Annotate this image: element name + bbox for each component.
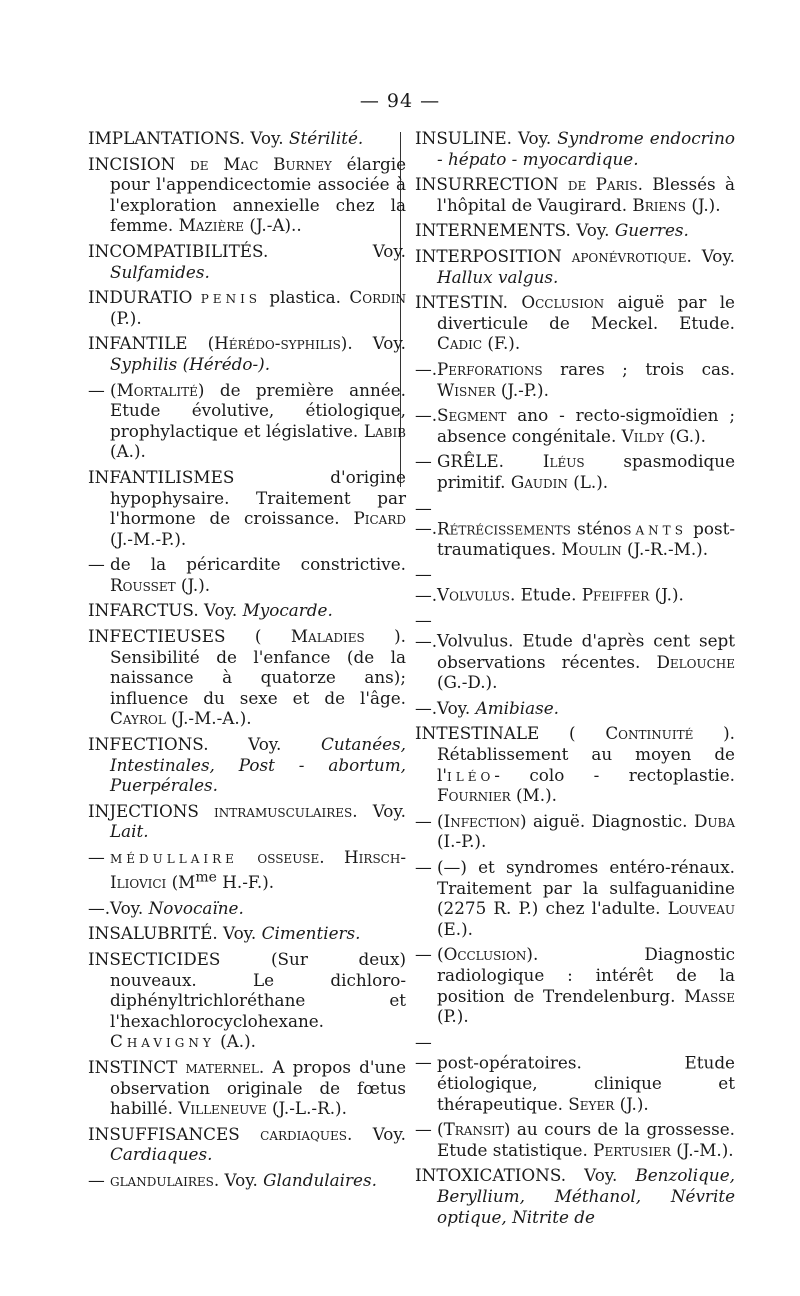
entry-text: INCISION de Mac Burney élargie pour l'appendicectomie associée à l'exploration annexielle chez la femme. Mazière (J.-A).. xyxy=(88,153,407,236)
entry-text: INTOXICATIONS. Voy. Benzolique, Beryllium, Méthanol, Névrite optique, Nitrite de xyxy=(415,1165,735,1227)
index-entry xyxy=(88,923,406,944)
entry-dash: —. xyxy=(415,358,438,379)
index-entry xyxy=(415,1032,735,1114)
entry-text: Voy. Novocaïne. xyxy=(110,897,244,918)
index-entry xyxy=(415,698,735,719)
entry-dash: —. xyxy=(415,405,438,426)
index-entry xyxy=(415,944,735,1026)
entry-text: de la péricardite constrictive. Rousset (J.). xyxy=(110,554,406,595)
entry-dash: — xyxy=(88,847,105,867)
index-entry xyxy=(415,174,735,215)
index-entry xyxy=(415,857,735,939)
index-entry xyxy=(415,292,735,354)
entry-dash: —. xyxy=(415,697,438,718)
entry-text: (Mortalité) de première année. Etude évolutive, étiologique, prophylactique et législative. Labib (A.). xyxy=(110,379,406,462)
index-entry xyxy=(415,1119,735,1160)
entry-text: GRÊLE. Iléus spasmodique primitif. Gaudin (L.). xyxy=(437,451,735,492)
index-entry xyxy=(88,241,406,282)
index-entry xyxy=(88,467,406,549)
entry-text: INFARCTUS. Voy. Myocarde. xyxy=(88,600,333,621)
page-number: — 94 — xyxy=(359,90,441,112)
entry-text: INSALUBRITÉ. Voy. Cimentiers. xyxy=(88,923,361,944)
entry-text: INSUFFISANCES cardiaques. Voy. Cardiaques. xyxy=(88,1123,406,1165)
entry-text: INJECTIONS intramusculaires. Voy. Lait. xyxy=(88,800,406,842)
index-entry xyxy=(88,847,406,893)
entry-text: Volvulus. Etude d'après cent sept observations récentes. Delouche (G.-D.). xyxy=(437,631,735,693)
entry-text: (Infection) aiguë. Diagnostic. Duba (I.-P.). xyxy=(437,810,735,852)
entry-text: INFANTILE (Hérédo-syphilis). Voy. Syphilis (Hérédo-). xyxy=(88,333,406,374)
entry-text: glandulaires. Voy. Glandulaires. xyxy=(110,1169,377,1190)
entry-text: (Transit) au cours de la grossesse. Etude statistique. Pertusier (J.-M.). xyxy=(437,1119,735,1160)
index-entry xyxy=(88,949,406,1052)
entry-text: INCOMPATIBILITÉS. Voy. Sulfamides. xyxy=(88,240,406,282)
index-entry xyxy=(415,451,735,492)
entry-text: INFECTIONS. Voy. Cutanées, Intestinales, Post - abortum, Puerpérales. xyxy=(88,734,406,796)
index-entry xyxy=(88,898,406,919)
entry-dash: — — xyxy=(415,1031,432,1073)
index-entry xyxy=(415,1165,735,1227)
entry-dash: — xyxy=(415,857,432,877)
entry-text: INTERNEMENTS. Voy. Guerres. xyxy=(415,220,689,241)
entry-text: INFANTILISMES d'origine hypophysaire. Traitement par l'hormone de croissance. Picard (J.-M.-P.). xyxy=(88,466,406,549)
entry-dash: — xyxy=(88,1169,105,1190)
entry-dash: —. xyxy=(88,897,111,918)
left-column xyxy=(88,128,406,1196)
entry-text: INSTINCT maternel. A propos d'une observation originale de fœtus habillé. Villeneuve (J.-L.-R.). xyxy=(88,1056,406,1119)
entry-text: INSURRECTION de Paris. Blessés à l'hôpital de Vaugirard. Briens (J.). xyxy=(415,174,735,215)
entry-dash: — xyxy=(415,810,432,831)
index-entry xyxy=(88,154,406,236)
index-entry xyxy=(415,610,735,692)
right-column xyxy=(415,128,735,1232)
index-entry xyxy=(88,554,406,595)
entry-text: (Occlusion). Diagnostic radiologique : intérêt de la position de Trendelenburg. Masse (P.). xyxy=(437,944,735,1027)
index-entry xyxy=(88,333,406,374)
entry-text: IMPLANTATIONS. Voy. Stérilité. xyxy=(88,128,364,148)
index-entry xyxy=(415,405,735,446)
index-entry xyxy=(88,600,406,621)
entry-text: INTESTINALE ( Continuité ). Rétablissement au moyen de l'iléo- colo - rectoplastie. Fournier (M.). xyxy=(415,723,735,806)
entry-text: (—) et syndromes entéro-rénaux. Traitement par la sulfaguanidine (2275 R. P.) chez l'adulte. Louveau (E.). xyxy=(437,857,735,939)
index-entry xyxy=(415,220,735,241)
entry-text: INTERPOSITION aponévrotique. Voy. Hallux valgus. xyxy=(415,245,735,287)
entry-text: Volvulus. Etude. Pfeiffer (J.). xyxy=(437,584,684,605)
index-entry xyxy=(88,626,406,729)
entry-dash: — xyxy=(415,1119,432,1140)
index-entry xyxy=(88,801,406,842)
index-entry xyxy=(88,1170,406,1191)
index-entry xyxy=(415,128,735,169)
entry-dash: — xyxy=(88,554,105,575)
index-entry xyxy=(88,128,406,149)
entry-dash: — —. xyxy=(415,610,438,652)
entry-text: Segment ano - recto-sigmoïdien ; absence congénitale. Vildy (G.). xyxy=(437,405,735,446)
entry-text: Rétrécissements sténosants post-traumatiques. Moulin (J.-R.-M.). xyxy=(437,518,735,559)
entry-text: INDURATIO penis plastica. Cordin (P.). xyxy=(88,287,406,328)
entry-dash: — xyxy=(88,379,105,400)
entry-text: INTESTIN. Occlusion aiguë par le diverticule de Meckel. Etude. Cadic (F.). xyxy=(415,292,735,354)
index-entry xyxy=(415,498,735,560)
entry-text: post-opératoires. Etude étiologique, clinique et thérapeutique. Seyer (J.). xyxy=(437,1052,735,1114)
index-entry xyxy=(88,287,406,328)
entry-text: INSECTICIDES (Sur deux) nouveaux. Le dichloro-diphényltrichloréthane et l'hexachlorocyclohexane. Chavigny (A.). xyxy=(88,948,406,1052)
entry-text: médullaire osseuse. Hirsch-Iliovici ($M^{me}$ H.-F.). xyxy=(110,847,406,893)
entry-text: Voy. Amibiase. xyxy=(437,697,559,718)
index-entry xyxy=(88,1057,406,1119)
index-entry xyxy=(415,564,735,605)
index-entry xyxy=(88,734,406,796)
entry-dash: — xyxy=(415,451,432,472)
index-entry xyxy=(415,359,735,400)
index-entry xyxy=(415,811,735,852)
entry-text: INFECTIEUSES ( Maladies ). Sensibilité de l'enfance (de la naissance à quatorze ans); influence du sexe et de l'âge. Cayrol (J.-M.-A.). xyxy=(88,626,406,729)
index-entry xyxy=(88,1124,406,1165)
index-entry xyxy=(88,380,406,462)
index-entry xyxy=(415,723,735,805)
index-entry xyxy=(415,246,735,287)
entry-dash: — —. xyxy=(415,497,438,539)
entry-text: INSULINE. Voy. Syndrome endocrino - hépato - myocardique. xyxy=(415,128,735,169)
entry-text: Perforations rares ; trois cas. Wisner (J.-P.). xyxy=(437,358,735,400)
entry-dash: — —. xyxy=(415,564,438,605)
entry-dash: — xyxy=(415,944,432,965)
